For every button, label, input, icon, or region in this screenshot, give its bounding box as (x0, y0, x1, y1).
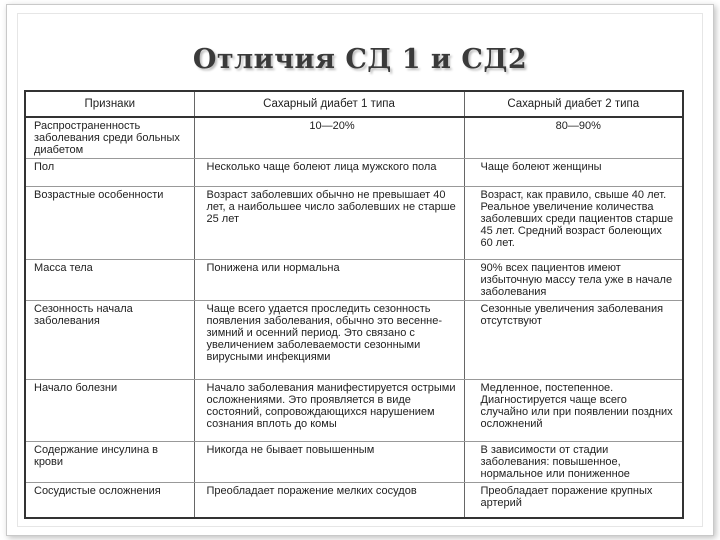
slide-title: Отличия СД 1 и СД2 (192, 44, 528, 75)
row-label: Сезонность начала заболевания (26, 301, 194, 379)
table-row (26, 301, 682, 379)
row-label: Сосудистые осложнения (34, 485, 161, 498)
row-label: Пол (26, 159, 194, 187)
row-label: Возрастные особенности (26, 187, 194, 259)
header-type1: Сахарный диабет 1 типа (194, 92, 464, 117)
type1-cell: Несколько чаще болеют лица мужского пола (194, 159, 464, 187)
table-row (26, 117, 682, 159)
table-row (26, 259, 682, 300)
table-row (26, 441, 682, 482)
type2-cell: 80—90% (464, 117, 682, 159)
type2-cell: Чаще болеют женщины (464, 159, 682, 187)
table-row (26, 483, 682, 517)
type1-cell: Преобладает поражение мелких сосудов (194, 483, 464, 517)
type2-cell: 90% всех пациентов имеют избыточную массу тела уже в начале заболевания (464, 259, 682, 300)
row-label: Масса тела (26, 259, 194, 300)
type1-cell: Никогда не бывает повышенным (194, 441, 464, 482)
table-row (26, 379, 682, 441)
header-signs: Признаки (26, 92, 194, 117)
comparison-table-container (24, 90, 684, 519)
comparison-table (26, 92, 682, 517)
header-type2: Сахарный диабет 2 типа (464, 92, 682, 117)
type2-cell: Возраст, как правило, свыше 40 лет. Реальное увеличение количества заболевших среди пациентов старше 45 лет. Средний возраст болеющих 60 лет. (464, 187, 682, 259)
table-row (26, 187, 682, 259)
type2-cell: Медленное, постепенное. Диагностируется чаще всего случайно или при появлении поздних осложнений (464, 379, 682, 441)
table-row (26, 159, 682, 187)
type1-cell: 10—20% (194, 117, 464, 159)
type1-cell: Начало заболевания манифестируется острыми осложнениями. Это проявляется в виде состояний, сопровождающихся нарушением сознания вплоть до комы (194, 379, 464, 441)
type1-cell: Возраст заболевших обычно не превышает 40 лет, а наибольшее число заболевших не старше 25 лет (194, 187, 464, 259)
type2-cell: В зависимости от стадии заболевания: повышенное, нормальное или пониженное (464, 441, 682, 482)
row-label: Содержание инсулина в крови (26, 441, 194, 482)
type2-cell: Преобладает поражение крупных артерий (464, 483, 682, 517)
type2-cell: Сезонные увеличения заболевания отсутствуют (464, 301, 682, 379)
table-header-row (26, 92, 682, 117)
type1-cell: Понижена или нормальна (194, 259, 464, 300)
type1-cell: Чаще всего удается проследить сезонность появления заболевания, обычно это весенне-зимний и осенний период. Это связано с увеличением заболеваемости сезонными вирусными инфекциями (194, 301, 464, 379)
row-label: Распространенность заболевания среди больных диабетом (26, 117, 194, 159)
row-label: Начало болезни (26, 379, 194, 441)
